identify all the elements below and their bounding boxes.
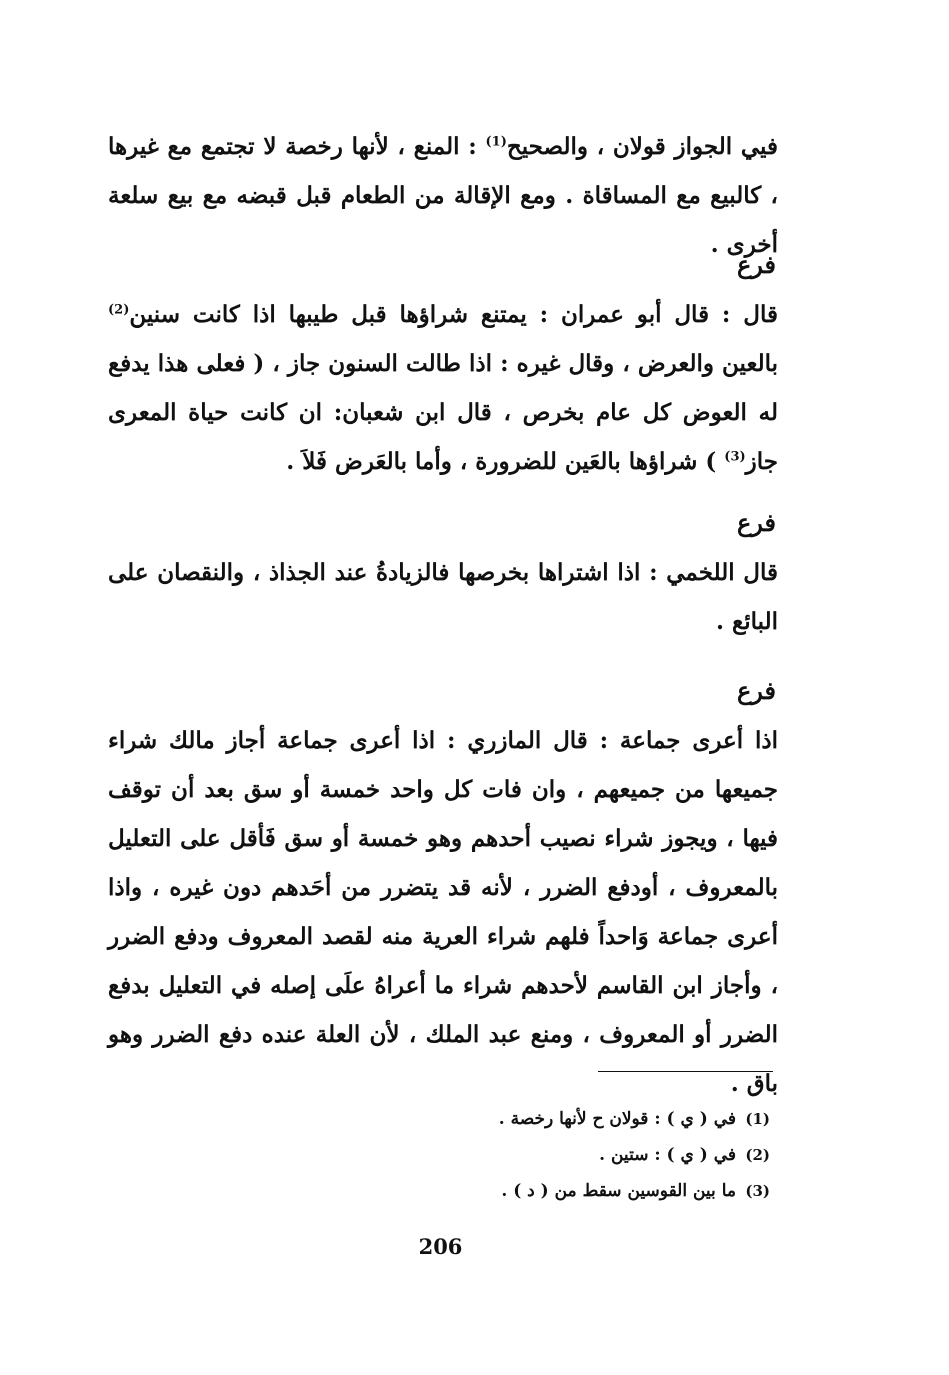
section-heading-1: فرع xyxy=(736,250,776,279)
section-heading-2: فرع xyxy=(736,508,776,537)
paragraph-intro xyxy=(108,122,778,269)
paragraph-intro-text-start: فيي الجواز قولان ، والصحيح xyxy=(506,133,778,160)
page-number: 206 xyxy=(418,1234,463,1259)
footnote-1-number: (1) xyxy=(745,1110,770,1128)
section-1-text-c: ) شراؤها بالعَين للضرورة ، وأما بالعَرض فَلاَ . xyxy=(286,448,725,475)
section-heading-3: فرع xyxy=(736,676,776,705)
footnote-2 xyxy=(330,1137,770,1173)
footnotes xyxy=(330,1101,770,1209)
footnote-separator xyxy=(598,1071,773,1072)
footnote-ref-1: (1) xyxy=(485,134,507,150)
footnote-3 xyxy=(330,1173,770,1209)
footnote-1-text: في ( ي ) : قولان ح لأنها رخصة . xyxy=(498,1109,736,1129)
footnote-3-text: ما بين القوسين سقط من ( د ) . xyxy=(501,1181,736,1201)
footnote-ref-2: (2) xyxy=(108,302,130,318)
paragraph-intro-text-end: : المنع ، لأنها رخصة لا تجتمع مع غيرها ، كالبيع مع المساقاة . ومع الإقالة من الطعام قبل قبضه مع بيع سلعة أخرى . xyxy=(108,133,778,258)
section-1-text-a: قال : قال أبو عمران : يمتنع شراؤها قبل طيبها اذا كانت سنين xyxy=(129,301,778,328)
footnote-3-number: (3) xyxy=(745,1182,770,1200)
footnote-ref-3: (3) xyxy=(724,449,746,465)
footnote-1 xyxy=(330,1101,770,1137)
section-3-paragraph: اذا أعرى جماعة : قال المازري : اذا أعرى جماعة أجاز مالك شراء جميعها من جميعهم ، وان فات كل واحد خمسة أو سق بعد أن توقف فيها ، ويجوز شراء نصيب أحدهم وهو خمسة أو سق فَأقل على التعليل بالمعروف ، أودفع الضرر ، لأنه قد يتضرر من أحَدهم دون غيره ، واذا أعرى جماعة وَاحداً فلهم شراء العرية منه لقصد المعروف ودفع الضرر ، وأجاز ابن القاسم لأحدهم شراء ما أعراهُ علَى إصله في التعليل بدفع الضرر أو المعروف ، ومنع عبد الملك ، لأن العلة عنده دفع الضرر وهو باق . xyxy=(108,727,778,1097)
section-1-text-b: بالعين والعرض ، وقال غيره : اذا طالت السنون جاز ، ( فعلى هذا يدفع له العوض كل عام بخرص ، قال ابن شعبان: ان كانت حياة المعرى جاز xyxy=(108,350,778,475)
section-1-paragraph xyxy=(108,290,778,486)
footnote-2-number: (2) xyxy=(745,1146,770,1164)
footnote-2-text: في ( ي ) : ستين . xyxy=(599,1145,736,1165)
section-2-paragraph: قال اللخمي : اذا اشتراها بخرصها فالزيادةُ عند الجذاذ ، والنقصان على البائع . xyxy=(108,559,778,635)
